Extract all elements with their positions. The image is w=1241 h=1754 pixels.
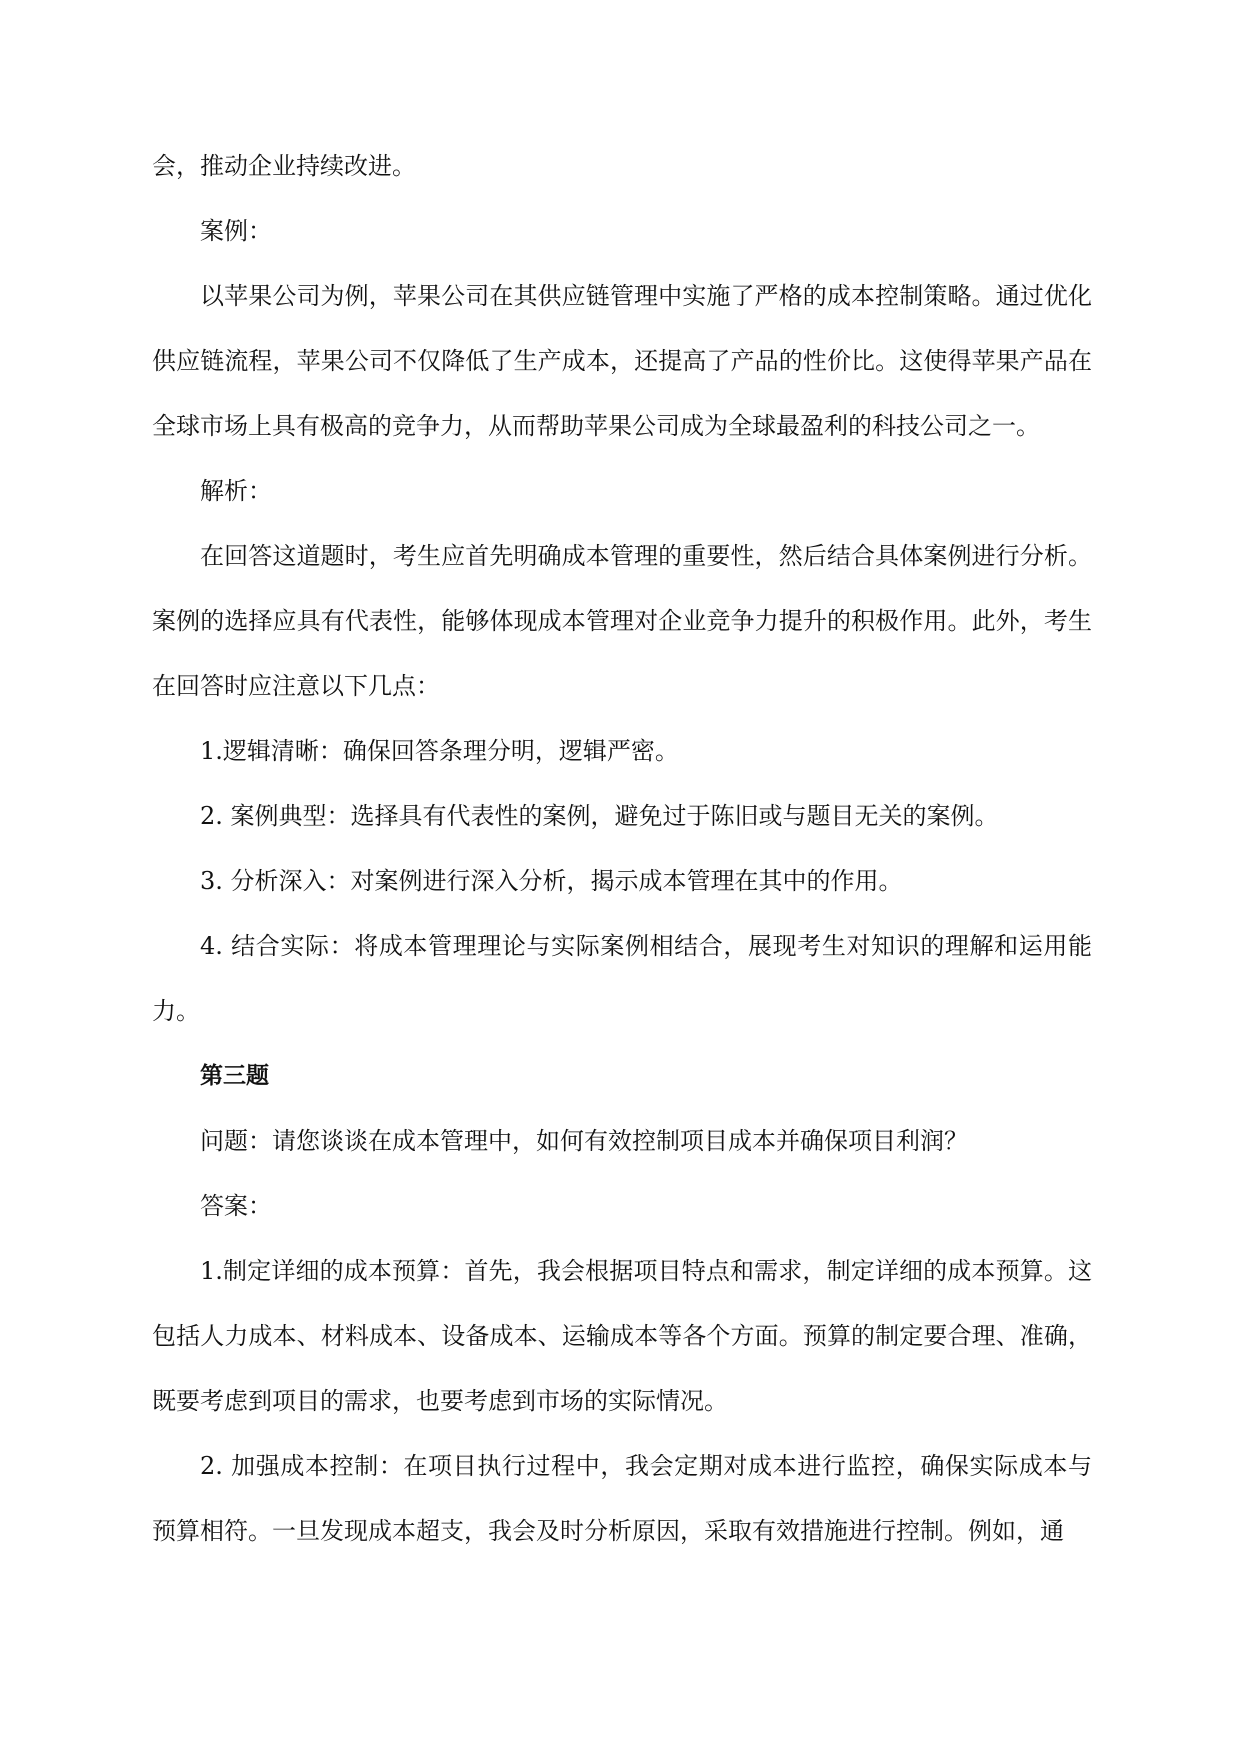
answer-heading: 答案： <box>200 1192 272 1220</box>
analysis-heading: 解析： <box>200 477 272 505</box>
question-title: 第三题 <box>200 1063 269 1089</box>
document-body <box>152 0 1092 1564</box>
case-heading: 案例： <box>200 217 272 245</box>
case-paragraph: 以苹果公司为例，苹果公司在其供应链管理中实施了严格的成本控制策略。通过优化供应链流程，苹果公司不仅降低了生产成本，还提高了产品的性价比。这使得苹果产品在全球市场上具有极高的竞争力，从而帮助苹果公司成为全球最盈利的科技公司之一。 <box>152 282 1092 440</box>
list-item: 2. 案例典型：选择具有代表性的案例，避免过于陈旧或与题目无关的案例。 <box>200 802 999 830</box>
paragraph-continuation: 会，推动企业持续改进。 <box>152 152 416 180</box>
answer-item: 1.制定详细的成本预算：首先，我会根据项目特点和需求，制定详细的成本预算。这包括人力成本、材料成本、设备成本、运输成本等各个方面。预算的制定要合理、准确，既要考虑到项目的需求，也要考虑到市场的实际情况。 <box>152 1257 1092 1415</box>
analysis-paragraph: 在回答这道题时，考生应首先明确成本管理的重要性，然后结合具体案例进行分析。案例的选择应具有代表性，能够体现成本管理对企业竞争力提升的积极作用。此外，考生在回答时应注意以下几点： <box>152 542 1092 700</box>
answer-item: 2. 加强成本控制：在项目执行过程中，我会定期对成本进行监控，确保实际成本与预算相符。一旦发现成本超支，我会及时分析原因，采取有效措施进行控制。例如，通 <box>152 1452 1092 1545</box>
question-text: 问题：请您谈谈在成本管理中，如何有效控制项目成本并确保项目利润？ <box>200 1127 968 1155</box>
list-item: 3. 分析深入：对案例进行深入分析，揭示成本管理在其中的作用。 <box>200 867 903 895</box>
list-item: 4. 结合实际：将成本管理理论与实际案例相结合，展现考生对知识的理解和运用能力。 <box>152 932 1092 1025</box>
list-item: 1.逻辑清晰：确保回答条理分明，逻辑严密。 <box>200 737 679 765</box>
